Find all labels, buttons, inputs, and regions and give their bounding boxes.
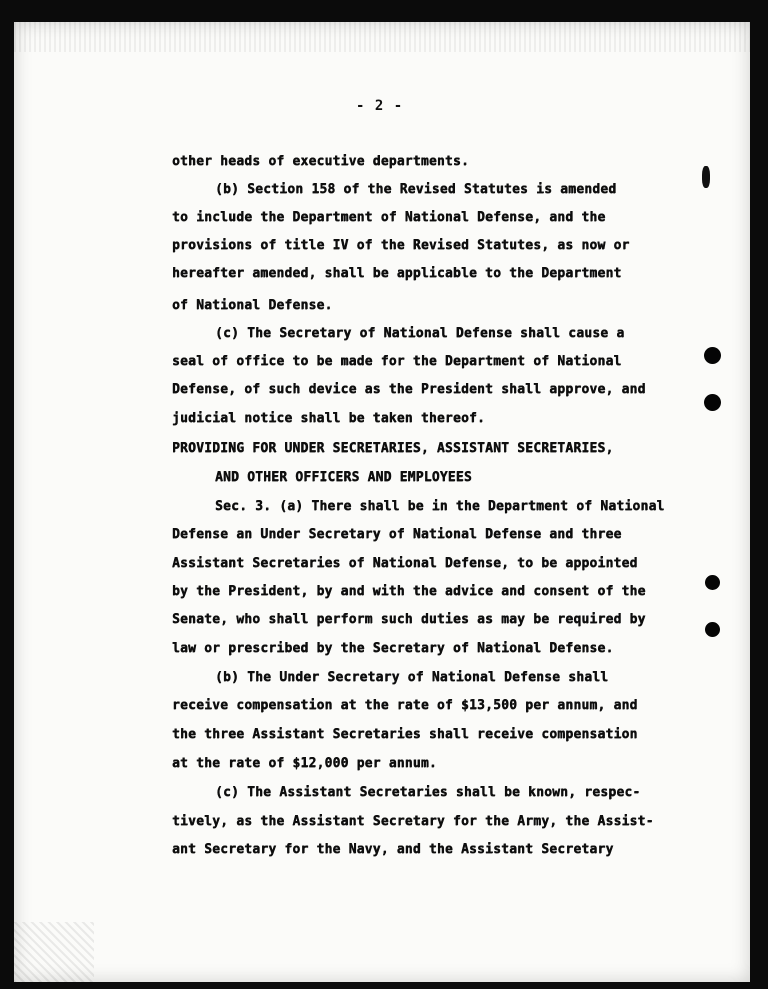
punch-hole — [704, 394, 721, 411]
punch-hole — [704, 347, 721, 364]
text-line: Sec. 3. (a) There shall be in the Department of National — [215, 499, 665, 514]
text-line: by the President, by and with the advice and consent of the — [172, 584, 646, 599]
section-heading: AND OTHER OFFICERS AND EMPLOYEES — [215, 470, 472, 485]
punch-hole — [705, 575, 720, 590]
text-line: (c) The Secretary of National Defense shall cause a — [215, 326, 625, 341]
text-line: (c) The Assistant Secretaries shall be known, respec- — [215, 785, 641, 800]
text-line: judicial notice shall be taken thereof. — [172, 411, 486, 426]
text-line: at the rate of $12,000 per annum. — [172, 756, 437, 771]
text-line: hereafter amended, shall be applicable to the Department — [172, 266, 622, 281]
punch-hole — [705, 622, 720, 637]
text-line: Defense an Under Secretary of National Defense and three — [172, 527, 622, 542]
text-line: to include the Department of National Defense, and the — [172, 210, 606, 225]
text-line: provisions of title IV of the Revised Statutes, as now or — [172, 238, 630, 253]
text-line: Senate, who shall perform such duties as may be required by — [172, 612, 646, 627]
section-heading: PROVIDING FOR UNDER SECRETARIES, ASSISTANT SECRETARIES, — [172, 441, 614, 456]
text-line: Assistant Secretaries of National Defense, to be appointed — [172, 556, 638, 571]
text-line: ant Secretary for the Navy, and the Assistant Secretary — [172, 842, 614, 857]
text-line: of National Defense. — [172, 298, 333, 313]
text-line: (b) Section 158 of the Revised Statutes is amended — [215, 182, 617, 197]
ink-mark — [702, 166, 710, 188]
text-line: law or prescribed by the Secretary of National Defense. — [172, 641, 614, 656]
text-line: the three Assistant Secretaries shall receive compensation — [172, 727, 638, 742]
text-line: (b) The Under Secretary of National Defense shall — [215, 670, 609, 685]
page-number: - 2 - — [356, 98, 404, 114]
text-line: receive compensation at the rate of $13,500 per annum, and — [172, 698, 638, 713]
text-line: seal of office to be made for the Department of National — [172, 354, 622, 369]
text-line: other heads of executive departments. — [172, 154, 469, 169]
text-line: tively, as the Assistant Secretary for the Army, the Assist- — [172, 814, 654, 829]
text-line: Defense, of such device as the President shall approve, and — [172, 382, 646, 397]
